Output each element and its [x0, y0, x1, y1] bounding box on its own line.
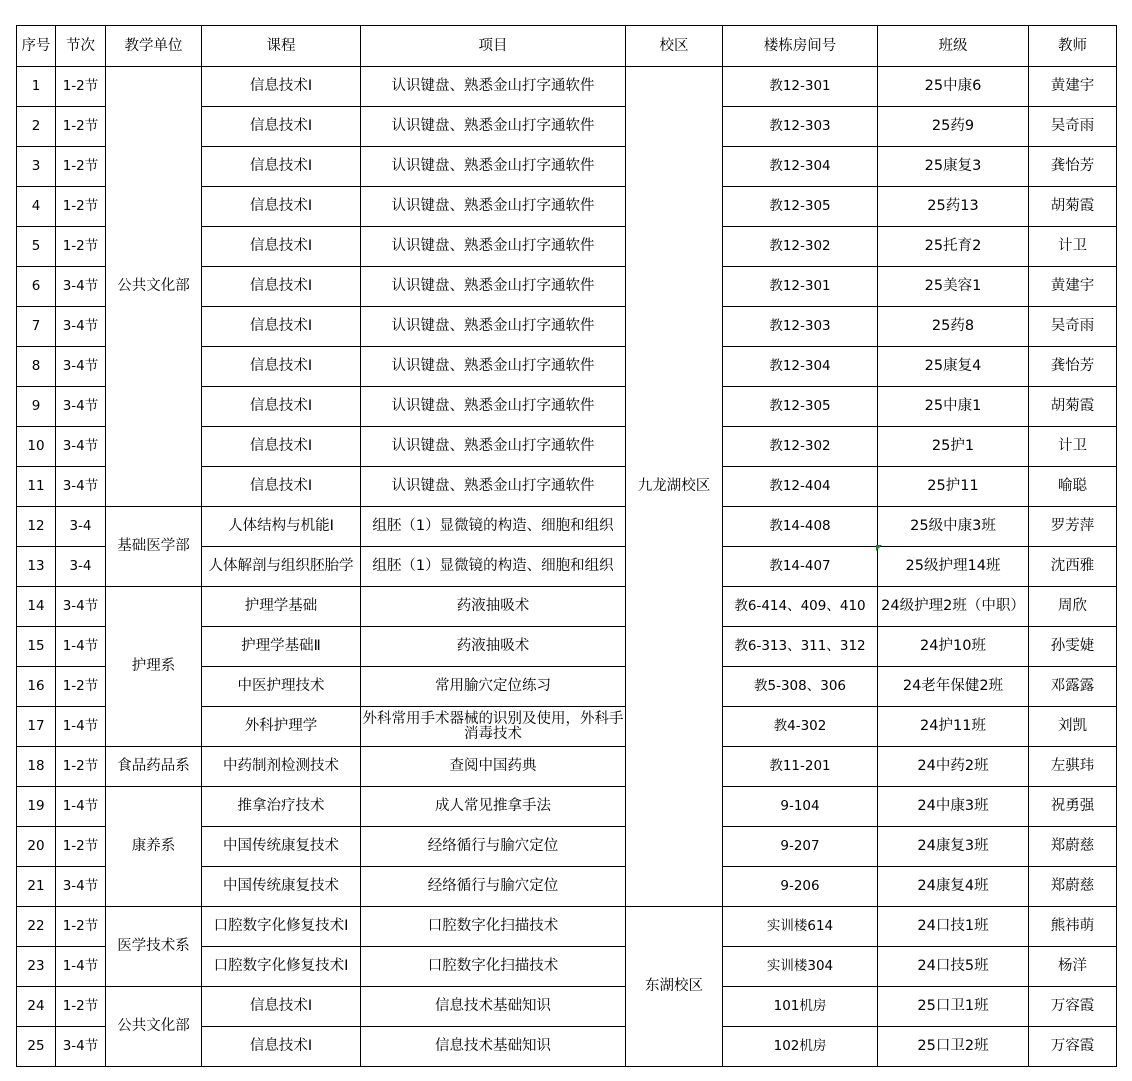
- cell-project: 经络循行与腧穴定位: [361, 867, 626, 907]
- cell-course: 信息技术Ⅰ: [202, 147, 361, 187]
- cell-course: 护理学基础: [202, 587, 361, 627]
- header-no: 序号: [17, 26, 56, 67]
- cell-unit: 公共文化部: [106, 987, 202, 1067]
- cell-period: 1-2节: [56, 67, 106, 107]
- cell-course: 中医护理技术: [202, 667, 361, 707]
- cell-no: 12: [17, 507, 56, 547]
- cell-room: 教12-304: [723, 347, 878, 387]
- cell-period: 1-2节: [56, 107, 106, 147]
- cell-no: 24: [17, 987, 56, 1027]
- cell-project: 认识键盘、熟悉金山打字通软件: [361, 307, 626, 347]
- cell-project: 成人常见推拿手法: [361, 787, 626, 827]
- header-period: 节次: [56, 26, 106, 67]
- cell-teacher: 刘凯: [1029, 707, 1117, 747]
- cell-course: 信息技术Ⅰ: [202, 467, 361, 507]
- cell-room: 102机房: [723, 1027, 878, 1067]
- cell-class: 25中康6: [878, 67, 1029, 107]
- cell-teacher: 龚怡芳: [1029, 147, 1117, 187]
- cell-project: 认识键盘、熟悉金山打字通软件: [361, 187, 626, 227]
- header-room: 楼栋房间号: [723, 26, 878, 67]
- cell-no: 19: [17, 787, 56, 827]
- cell-project: 认识键盘、熟悉金山打字通软件: [361, 427, 626, 467]
- cell-teacher: 黄建宇: [1029, 267, 1117, 307]
- cell-class: 25中康1: [878, 387, 1029, 427]
- cell-no: 4: [17, 187, 56, 227]
- cell-comment-marker: [876, 545, 882, 551]
- cell-no: 5: [17, 227, 56, 267]
- table-row: [17, 787, 1117, 827]
- cell-no: 15: [17, 627, 56, 667]
- cell-teacher: 左骐玮: [1029, 747, 1117, 787]
- cell-course: 中药制剂检测技术: [202, 747, 361, 787]
- cell-period: 1-2节: [56, 907, 106, 947]
- cell-project: 认识键盘、熟悉金山打字通软件: [361, 67, 626, 107]
- cell-room: 教6-414、409、410: [723, 587, 878, 627]
- cell-teacher: 龚怡芳: [1029, 347, 1117, 387]
- header-row: [17, 26, 1117, 67]
- cell-period: 3-4节: [56, 307, 106, 347]
- cell-course: 信息技术Ⅰ: [202, 67, 361, 107]
- cell-room: 教5-308、306: [723, 667, 878, 707]
- cell-unit: 基础医学部: [106, 507, 202, 587]
- cell-course: 信息技术Ⅰ: [202, 227, 361, 267]
- cell-course: 信息技术Ⅰ: [202, 1027, 361, 1067]
- cell-room: 教12-305: [723, 187, 878, 227]
- cell-project: 认识键盘、熟悉金山打字通软件: [361, 107, 626, 147]
- cell-room: 教12-303: [723, 107, 878, 147]
- cell-teacher: 计卫: [1029, 427, 1117, 467]
- cell-no: 7: [17, 307, 56, 347]
- cell-no: 10: [17, 427, 56, 467]
- cell-teacher: 吴奇雨: [1029, 107, 1117, 147]
- cell-room: 9-104: [723, 787, 878, 827]
- table-row: [17, 507, 1117, 547]
- table-row: [17, 747, 1117, 787]
- cell-teacher: 万容霞: [1029, 987, 1117, 1027]
- cell-class: 24老年保健2班: [878, 667, 1029, 707]
- cell-no: 16: [17, 667, 56, 707]
- cell-period: 1-4节: [56, 787, 106, 827]
- cell-teacher: 熊祎萌: [1029, 907, 1117, 947]
- cell-no: 18: [17, 747, 56, 787]
- cell-teacher: 万容霞: [1029, 1027, 1117, 1067]
- cell-course: 信息技术Ⅰ: [202, 387, 361, 427]
- cell-class: 25药8: [878, 307, 1029, 347]
- cell-course: 口腔数字化修复技术I: [202, 907, 361, 947]
- cell-project: 常用腧穴定位练习: [361, 667, 626, 707]
- cell-unit: 康养系: [106, 787, 202, 907]
- cell-class: 24中药2班: [878, 747, 1029, 787]
- cell-teacher: 计卫: [1029, 227, 1117, 267]
- cell-room: 教12-301: [723, 67, 878, 107]
- cell-room: 教12-302: [723, 427, 878, 467]
- header-teacher: 教师: [1029, 26, 1117, 67]
- cell-period: 3-4节: [56, 387, 106, 427]
- cell-class: 25康复4: [878, 347, 1029, 387]
- table-body: [17, 67, 1117, 1067]
- cell-teacher: 吴奇雨: [1029, 307, 1117, 347]
- cell-teacher: 周欣: [1029, 587, 1117, 627]
- cell-period: 1-2节: [56, 187, 106, 227]
- cell-course: 信息技术Ⅰ: [202, 427, 361, 467]
- cell-room: 教12-304: [723, 147, 878, 187]
- cell-no: 21: [17, 867, 56, 907]
- cell-room: 教6-313、311、312: [723, 627, 878, 667]
- cell-teacher: 胡菊霞: [1029, 187, 1117, 227]
- cell-no: 14: [17, 587, 56, 627]
- cell-teacher: 郑蔚慈: [1029, 827, 1117, 867]
- cell-class: 25康复3: [878, 147, 1029, 187]
- cell-unit: 医学技术系: [106, 907, 202, 987]
- cell-period: 3-4节: [56, 427, 106, 467]
- cell-room: 教4-302: [723, 707, 878, 747]
- cell-project: 认识键盘、熟悉金山打字通软件: [361, 147, 626, 187]
- cell-period: 3-4节: [56, 467, 106, 507]
- cell-project: 经络循行与腧穴定位: [361, 827, 626, 867]
- cell-class: 25口卫2班: [878, 1027, 1029, 1067]
- cell-teacher: 祝勇强: [1029, 787, 1117, 827]
- cell-class: 24中康3班: [878, 787, 1029, 827]
- cell-room: 101机房: [723, 987, 878, 1027]
- cell-class: 24口技5班: [878, 947, 1029, 987]
- cell-course: 口腔数字化修复技术I: [202, 947, 361, 987]
- cell-no: 9: [17, 387, 56, 427]
- cell-project: 组胚（1）显微镜的构造、细胞和组织: [361, 507, 626, 547]
- cell-period: 3-4: [56, 507, 106, 547]
- cell-period: 3-4节: [56, 867, 106, 907]
- cell-class: 24口技1班: [878, 907, 1029, 947]
- cell-class: 25级中康3班: [878, 507, 1029, 547]
- cell-period: 1-2节: [56, 227, 106, 267]
- cell-teacher: 胡菊霞: [1029, 387, 1117, 427]
- cell-project: 查阅中国药典: [361, 747, 626, 787]
- cell-teacher: 喻聪: [1029, 467, 1117, 507]
- cell-class: 25药9: [878, 107, 1029, 147]
- cell-project: 认识键盘、熟悉金山打字通软件: [361, 227, 626, 267]
- cell-course: 中国传统康复技术: [202, 827, 361, 867]
- cell-project: 药液抽吸术: [361, 587, 626, 627]
- cell-teacher: 邓露露: [1029, 667, 1117, 707]
- cell-room: 教11-201: [723, 747, 878, 787]
- cell-period: 1-2节: [56, 747, 106, 787]
- cell-no: 11: [17, 467, 56, 507]
- cell-course: 人体结构与机能Ⅰ: [202, 507, 361, 547]
- cell-period: 1-4节: [56, 707, 106, 747]
- cell-class: 25美容1: [878, 267, 1029, 307]
- cell-campus: 东湖校区: [626, 907, 723, 1067]
- header-campus: 校区: [626, 26, 723, 67]
- cell-course: 推拿治疗技术: [202, 787, 361, 827]
- cell-no: 20: [17, 827, 56, 867]
- cell-no: 25: [17, 1027, 56, 1067]
- cell-no: 22: [17, 907, 56, 947]
- cell-no: 8: [17, 347, 56, 387]
- cell-period: 1-4节: [56, 947, 106, 987]
- cell-course: 信息技术Ⅰ: [202, 987, 361, 1027]
- cell-room: 实训楼304: [723, 947, 878, 987]
- cell-teacher: 杨洋: [1029, 947, 1117, 987]
- cell-teacher: 黄建宇: [1029, 67, 1117, 107]
- cell-course: 人体解剖与组织胚胎学: [202, 547, 361, 587]
- table-row: [17, 907, 1117, 947]
- cell-course: 护理学基础Ⅱ: [202, 627, 361, 667]
- cell-course: 外科护理学: [202, 707, 361, 747]
- header-class: 班级: [878, 26, 1029, 67]
- cell-class: 24护10班: [878, 627, 1029, 667]
- cell-project: 口腔数字化扫描技术: [361, 947, 626, 987]
- cell-room: 9-207: [723, 827, 878, 867]
- cell-room: 教12-404: [723, 467, 878, 507]
- cell-room: 教14-408: [723, 507, 878, 547]
- cell-room: 教12-302: [723, 227, 878, 267]
- table-row: [17, 67, 1117, 107]
- cell-project: 认识键盘、熟悉金山打字通软件: [361, 347, 626, 387]
- cell-no: 6: [17, 267, 56, 307]
- cell-class: 24护11班: [878, 707, 1029, 747]
- cell-class: 25级护理14班: [878, 547, 1029, 587]
- cell-period: 1-2节: [56, 667, 106, 707]
- cell-no: 2: [17, 107, 56, 147]
- cell-room: 实训楼614: [723, 907, 878, 947]
- cell-course: 信息技术Ⅰ: [202, 107, 361, 147]
- cell-teacher: 罗芳萍: [1029, 507, 1117, 547]
- cell-project: 组胚（1）显微镜的构造、细胞和组织: [361, 547, 626, 587]
- cell-class: 25口卫1班: [878, 987, 1029, 1027]
- cell-teacher: 沈西雅: [1029, 547, 1117, 587]
- cell-period: 1-2节: [56, 147, 106, 187]
- cell-no: 1: [17, 67, 56, 107]
- cell-course: 信息技术Ⅰ: [202, 267, 361, 307]
- cell-teacher: 孙雯婕: [1029, 627, 1117, 667]
- cell-campus: 九龙湖校区: [626, 67, 723, 907]
- cell-project: 认识键盘、熟悉金山打字通软件: [361, 467, 626, 507]
- cell-unit: 护理系: [106, 587, 202, 747]
- cell-period: 1-2节: [56, 827, 106, 867]
- cell-room: 教14-407: [723, 547, 878, 587]
- cell-period: 1-2节: [56, 987, 106, 1027]
- cell-room: 教12-303: [723, 307, 878, 347]
- cell-room: 教12-301: [723, 267, 878, 307]
- cell-no: 17: [17, 707, 56, 747]
- cell-project: 信息技术基础知识: [361, 1027, 626, 1067]
- cell-period: 3-4节: [56, 587, 106, 627]
- table-row: [17, 987, 1117, 1027]
- cell-class: 25药13: [878, 187, 1029, 227]
- cell-class: 24级护理2班（中职）: [878, 587, 1029, 627]
- header-unit: 教学单位: [106, 26, 202, 67]
- cell-project: 外科常用手术器械的识别及使用，外科手消毒技术: [361, 707, 626, 747]
- cell-no: 23: [17, 947, 56, 987]
- cell-course: 信息技术Ⅰ: [202, 187, 361, 227]
- cell-period: 3-4节: [56, 267, 106, 307]
- cell-unit: 食品药品系: [106, 747, 202, 787]
- cell-room: 教12-305: [723, 387, 878, 427]
- cell-period: 3-4节: [56, 347, 106, 387]
- cell-project: 药液抽吸术: [361, 627, 626, 667]
- cell-class: 24康复3班: [878, 827, 1029, 867]
- cell-class: 25护1: [878, 427, 1029, 467]
- schedule-table: [16, 25, 1117, 1067]
- cell-class: 24康复4班: [878, 867, 1029, 907]
- table-row: [17, 587, 1117, 627]
- cell-unit: 公共文化部: [106, 67, 202, 507]
- cell-project: 口腔数字化扫描技术: [361, 907, 626, 947]
- cell-course: 中国传统康复技术: [202, 867, 361, 907]
- header-course: 课程: [202, 26, 361, 67]
- cell-class: 25托育2: [878, 227, 1029, 267]
- cell-class: 25护11: [878, 467, 1029, 507]
- cell-period: 3-4节: [56, 1027, 106, 1067]
- cell-course: 信息技术Ⅰ: [202, 307, 361, 347]
- cell-project: 信息技术基础知识: [361, 987, 626, 1027]
- header-project: 项目: [361, 26, 626, 67]
- cell-project: 认识键盘、熟悉金山打字通软件: [361, 267, 626, 307]
- cell-no: 13: [17, 547, 56, 587]
- cell-room: 9-206: [723, 867, 878, 907]
- cell-period: 3-4: [56, 547, 106, 587]
- cell-teacher: 郑蔚慈: [1029, 867, 1117, 907]
- cell-period: 1-4节: [56, 627, 106, 667]
- cell-project: 认识键盘、熟悉金山打字通软件: [361, 387, 626, 427]
- cell-no: 3: [17, 147, 56, 187]
- cell-course: 信息技术Ⅰ: [202, 347, 361, 387]
